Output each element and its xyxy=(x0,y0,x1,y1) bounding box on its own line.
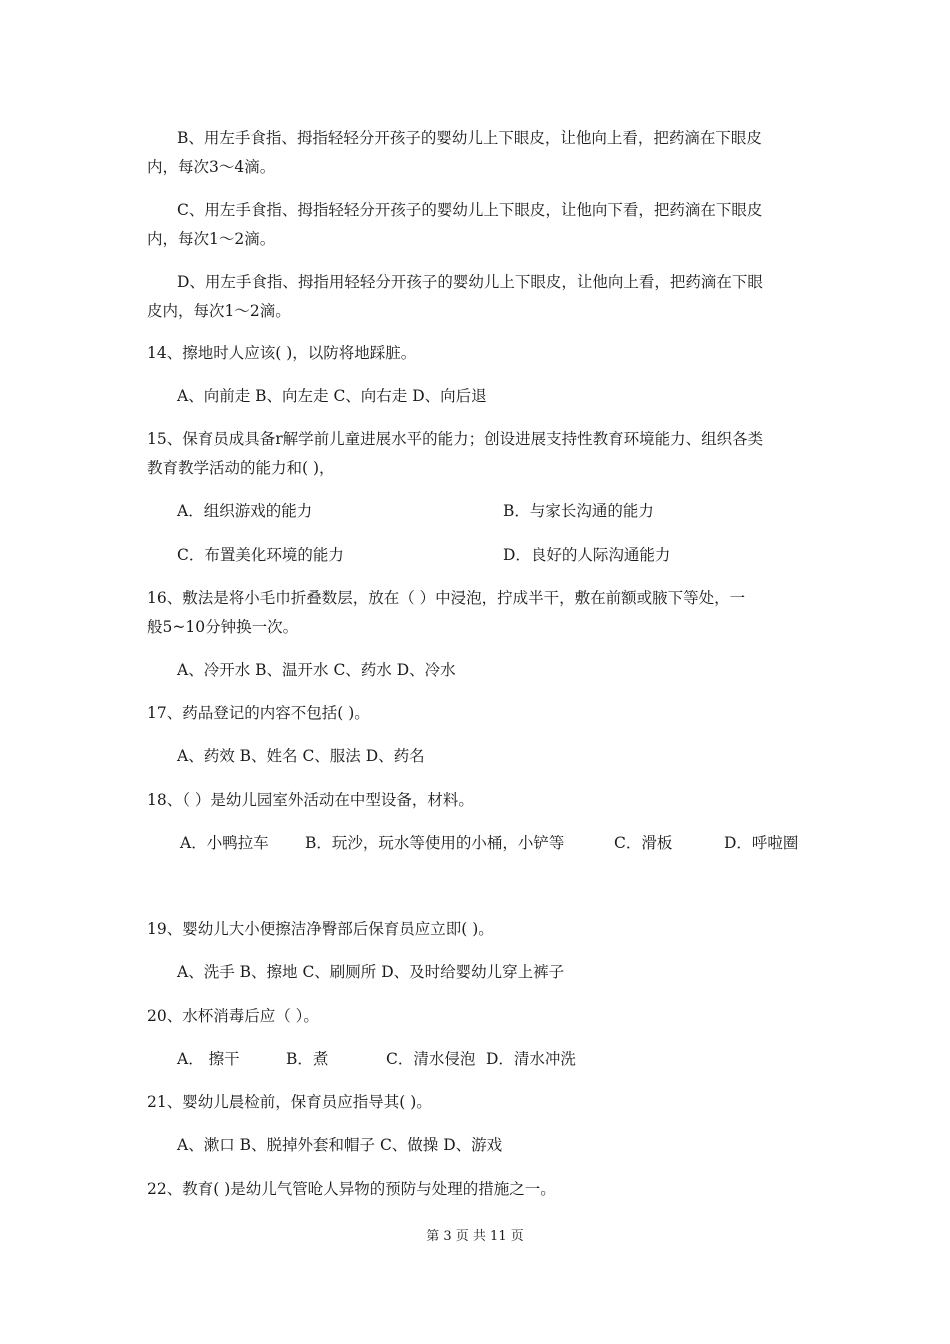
q18-option-d: D．呼啦圈 xyxy=(724,834,799,852)
q20-option-a: A． 擦干 xyxy=(177,1050,240,1068)
question-21: 21、婴幼儿晨检前，保育员应指导其( )。 xyxy=(147,1093,432,1111)
question-15-line1: 15、保育员成具备r解学前儿童进展水平的能力；创设进展支持性教育环境能力、组织各类 xyxy=(147,430,764,448)
q15-option-a: A．组织游戏的能力 xyxy=(177,502,313,520)
question-19: 19、婴幼儿大小便擦洁净臀部后保育员应立即( )。 xyxy=(147,920,494,938)
q20-option-c: C．清水侵泡 xyxy=(386,1050,476,1068)
q13-option-d-line1: D、用左手食指、拇指用轻轻分开孩子的婴幼儿上下眼皮，让他向上看，把药滴在下眼 xyxy=(177,273,763,291)
q18-option-c: C．滑板 xyxy=(614,834,673,852)
q19-options: A、洗手 B、擦地 C、刷厕所 D、及时给婴幼儿穿上裤子 xyxy=(177,963,565,981)
q13-option-d-line2: 皮内，每次1～2滴。 xyxy=(147,302,291,320)
question-17: 17、药品登记的内容不包括( )。 xyxy=(147,704,370,722)
q20-option-b: B．煮 xyxy=(286,1050,329,1068)
q13-option-b-line1: B、用左手食指、拇指轻轻分开孩子的婴幼儿上下眼皮，让他向上看，把药滴在下眼皮 xyxy=(177,129,762,147)
page-footer: 第 3 页 共 11 页 xyxy=(426,1229,524,1244)
q15-option-c: C．布置美化环境的能力 xyxy=(177,546,344,564)
question-15-line2: 教育教学活动的能力和( )， xyxy=(147,459,335,477)
q15-option-b: B．与家长沟通的能力 xyxy=(503,502,654,520)
q13-option-b-line2: 内，每次3～4滴。 xyxy=(147,158,276,176)
question-16-line1: 16、敷法是将小毛巾折叠数层，放在（ ）中浸泡，拧成半干，敷在前额或腋下等处，一 xyxy=(147,589,746,607)
question-22: 22、教育( )是幼儿气管呛人异物的预防与处理的措施之一。 xyxy=(147,1180,556,1198)
question-18: 18、（ ）是幼儿园室外活动在中型设备，材料。 xyxy=(147,791,474,809)
q18-option-b: B．玩沙，玩水等使用的小桶，小铲等 xyxy=(305,834,565,852)
question-20: 20、水杯消毒后应（ ）。 xyxy=(147,1007,319,1025)
q13-option-c-line1: C、用左手食指、拇指轻轻分开孩子的婴幼儿上下眼皮，让他向下看，把药滴在下眼皮 xyxy=(177,201,763,219)
q17-options: A、药效 B、姓名 C、服法 D、药名 xyxy=(177,747,425,765)
q15-option-d: D．良好的人际沟通能力 xyxy=(503,546,671,564)
q13-option-c-line2: 内，每次1～2滴。 xyxy=(147,230,276,248)
q16-options: A、冷开水 B、温开水 C、药水 D、冷水 xyxy=(177,661,456,679)
q20-option-d: D．清水冲洗 xyxy=(486,1050,576,1068)
q21-options: A、漱口 B、脱掉外套和帽子 C、做操 D、游戏 xyxy=(177,1136,503,1154)
q14-options: A、向前走 B、向左走 C、向右走 D、向后退 xyxy=(177,387,487,405)
question-14: 14、擦地时人应该( )，以防将地踩脏。 xyxy=(147,344,417,362)
question-16-line2: 般5~10分钟换一次。 xyxy=(147,618,299,636)
q18-option-a: A．小鸭拉车 xyxy=(180,834,269,852)
